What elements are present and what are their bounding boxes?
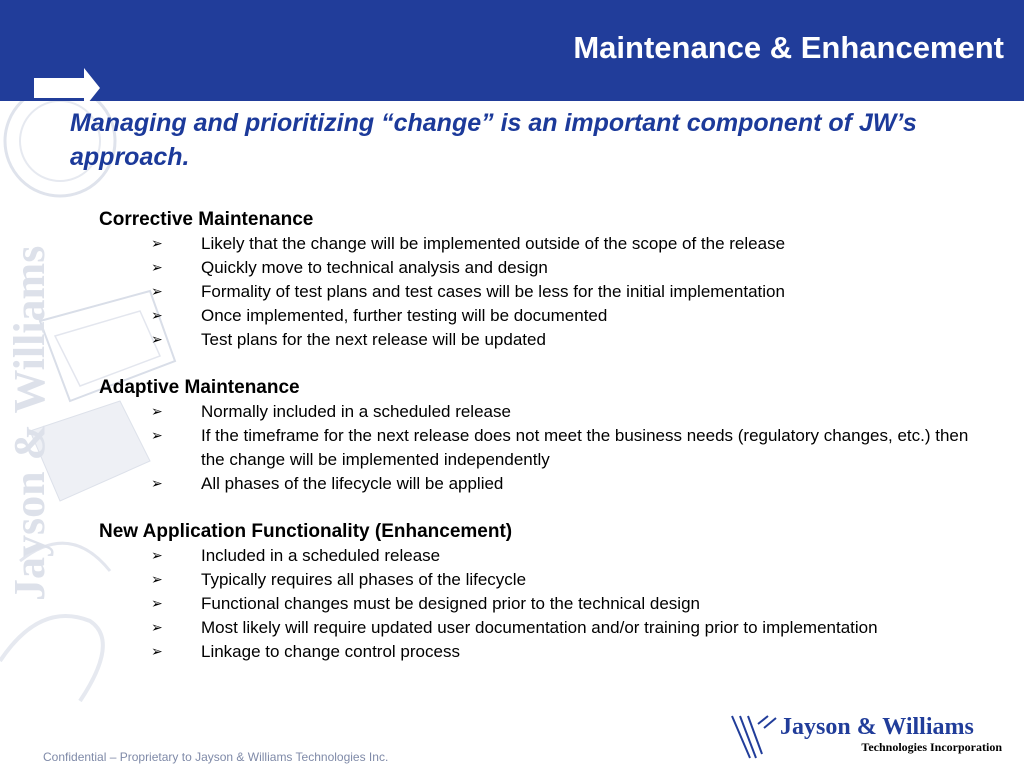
bullet-item (99, 640, 979, 664)
bullet-arrow-icon: ➢ (151, 260, 163, 276)
section-heading: Corrective Maintenance (99, 209, 314, 230)
watermark-text: Jayson & Williams (5, 245, 54, 601)
bullet-item (99, 592, 979, 616)
bullet-item (99, 424, 979, 472)
bullet-list (99, 232, 979, 352)
bullet-item (99, 568, 979, 592)
bullet-list (99, 400, 979, 496)
bullet-list (99, 544, 979, 664)
bullet-text: Functional changes must be designed prior to the technical design (201, 594, 700, 613)
bullet-item (99, 304, 979, 328)
section-0 (99, 208, 979, 352)
bullet-item (99, 256, 979, 280)
slide-title: Maintenance & Enhancement (573, 30, 1004, 65)
bullet-arrow-icon: ➢ (151, 428, 163, 444)
bullet-text: Quickly move to technical analysis and design (201, 258, 548, 277)
bullet-item (99, 328, 979, 352)
logo-tagline: Technologies Incorporation (861, 740, 1002, 754)
logo-name: Jayson & Williams (780, 714, 974, 740)
logo-mark-icon (728, 714, 780, 764)
bullet-arrow-icon: ➢ (151, 620, 163, 636)
bullet-arrow-icon: ➢ (151, 644, 163, 660)
bullet-text: Formality of test plans and test cases will be less for the initial implementation (201, 282, 785, 301)
bullet-item (99, 280, 979, 304)
bullet-text: Once implemented, further testing will be documented (201, 306, 608, 325)
bullet-arrow-icon: ➢ (151, 548, 163, 564)
bullet-arrow-icon: ➢ (151, 476, 163, 492)
bullet-item (99, 616, 979, 640)
bullet-item (99, 232, 979, 256)
bullet-text: Most likely will require updated user documentation and/or training prior to implementation (201, 618, 878, 637)
bullet-text: Included in a scheduled release (201, 546, 441, 565)
bullet-text: All phases of the lifecycle will be applied (201, 474, 504, 493)
section-2 (99, 520, 979, 664)
bullet-arrow-icon: ➢ (151, 596, 163, 612)
bullet-text: Normally included in a scheduled release (201, 402, 511, 421)
bullet-arrow-icon: ➢ (151, 332, 163, 348)
bullet-arrow-icon: ➢ (151, 404, 163, 420)
bullet-arrow-icon: ➢ (151, 572, 163, 588)
bullet-arrow-icon: ➢ (151, 308, 163, 324)
bullet-text: Linkage to change control process (201, 642, 460, 661)
section-1 (99, 376, 979, 496)
bullet-arrow-icon: ➢ (151, 284, 163, 300)
section-heading: Adaptive Maintenance (99, 377, 300, 398)
bullet-item (99, 472, 979, 496)
footer-confidential: Confidential – Proprietary to Jayson & Williams Technologies Inc. (43, 750, 389, 764)
bullet-text: Typically requires all phases of the lifecycle (201, 570, 527, 589)
bullet-text: Test plans for the next release will be updated (201, 330, 546, 349)
slide-subtitle: Managing and prioritizing “change” is an important component of JW’s approach. (70, 109, 917, 171)
company-logo (728, 714, 1008, 764)
section-heading: New Application Functionality (Enhancement) (99, 521, 513, 542)
bullet-item (99, 544, 979, 568)
bullet-text: If the timeframe for the next release does not meet the business needs (regulatory changes, etc.) then the change will be implemented independently (201, 426, 969, 469)
bullet-arrow-icon: ➢ (151, 236, 163, 252)
content-area (99, 208, 979, 688)
bullet-text: Likely that the change will be implemented outside of the scope of the release (201, 234, 786, 253)
bullet-item (99, 400, 979, 424)
